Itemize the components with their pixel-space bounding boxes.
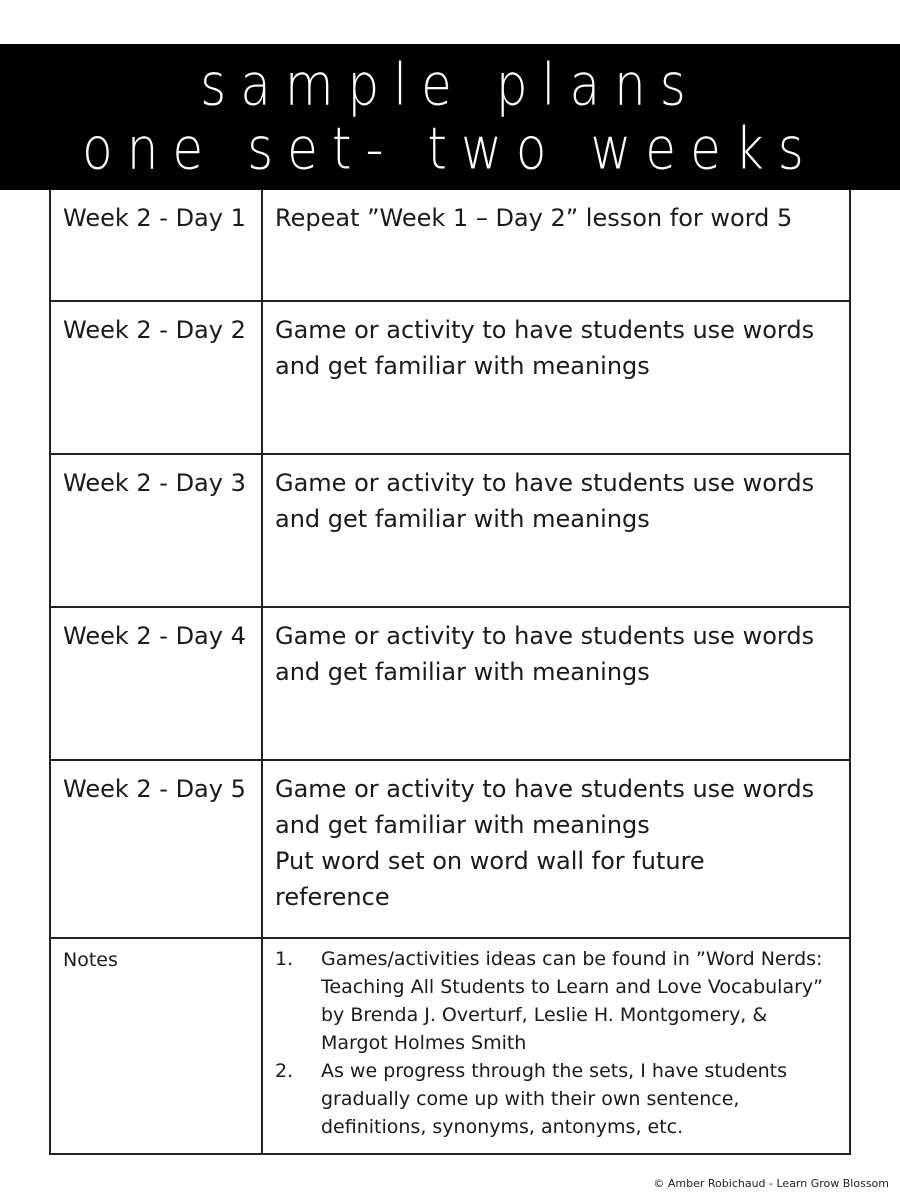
note-number: 1. <box>275 948 294 970</box>
task-line: and get familiar with meanings <box>275 811 650 839</box>
note-item <box>275 1057 837 1141</box>
day-label: Week 2 - Day 5 <box>50 760 262 938</box>
task-line: Game or activity to have students use words <box>275 775 815 803</box>
notes-list <box>275 945 837 1141</box>
task-line: Game or activity to have students use words <box>275 622 815 650</box>
title-banner <box>0 44 900 190</box>
note-text: Games/activities ideas can be found in ”Word Nerds: Teaching All Students to Learn and Love Vocabulary” by Brenda J. Overturf, Leslie H. Montgomery, & Margot Holmes Smith <box>321 948 823 1054</box>
task-line: Repeat ”Week 1 – Day 2” lesson for word 5 <box>275 204 793 232</box>
notes-row <box>50 938 850 1154</box>
note-item <box>275 945 837 1057</box>
day-label: Week 2 - Day 2 <box>50 301 262 454</box>
task-line: and get familiar with meanings <box>275 352 650 380</box>
lesson-plan-table <box>49 190 851 1155</box>
task-line: Put word set on word wall for future <box>275 847 705 875</box>
notes-cell <box>262 938 850 1154</box>
task-line: reference <box>275 883 390 911</box>
task-cell <box>262 301 850 454</box>
copyright-footer: © Amber Robichaud - Learn Grow Blossom <box>653 1177 889 1190</box>
table-row <box>50 301 850 454</box>
day-label: Week 2 - Day 4 <box>50 607 262 760</box>
task-cell <box>262 607 850 760</box>
task-cell <box>262 190 850 301</box>
note-text: As we progress through the sets, I have students gradually come up with their own sentence, definitions, synonyms, antonyms, etc. <box>321 1060 788 1138</box>
table-row <box>50 760 850 938</box>
task-line: Game or activity to have students use words <box>275 469 815 497</box>
table-row <box>50 190 850 301</box>
day-label: Week 2 - Day 3 <box>50 454 262 607</box>
table-row <box>50 454 850 607</box>
notes-label: Notes <box>50 938 262 1154</box>
task-cell <box>262 760 850 938</box>
task-cell <box>262 454 850 607</box>
task-line: Game or activity to have students use words <box>275 316 815 344</box>
note-number: 2. <box>275 1060 294 1082</box>
task-line: and get familiar with meanings <box>275 658 650 686</box>
table-row <box>50 607 850 760</box>
title-line-2: one set- two weeks <box>82 115 818 183</box>
task-line: and get familiar with meanings <box>275 505 650 533</box>
day-label: Week 2 - Day 1 <box>50 190 262 301</box>
title-line-1: sample plans <box>200 51 700 119</box>
